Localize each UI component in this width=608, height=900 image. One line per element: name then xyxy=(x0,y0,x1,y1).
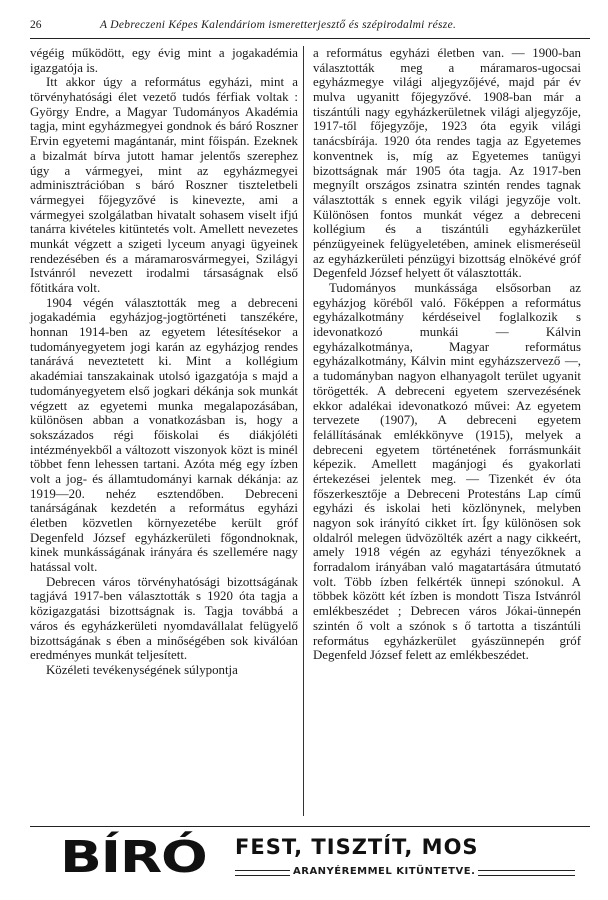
ad-award-band xyxy=(235,865,575,879)
right-column xyxy=(313,46,581,663)
paragraph: 1904 végén választották meg a debreceni jogakadémia egyházjog-jogtörténeti tanszékére, honnan 1914-ben az egyetem létesítésekor a tudományegyetem jogi karán az egyházjog rendes tanárává neveztetett ki. Mint a kollégium akadémiai tanszakainak utolsó igazgatója s majd a tudományegyetem első jogkari dékánja sok munkát végzett az egyetemi munka megalapozásában, különösen abban a vonatkozásban is, hogy a sokszázados régi főiskolai és diákjóléti intézményekből a változott viszonyok közt is minél többet fenn lehessen tartani. Azóta még egy ízben volt a jog- és államtudományi karnak dékánja: az 1919—20. nehéz esztendőben. Debreceni tanárságának kezdetén a református egyházi életben közvetlen környezetébe került gróf Degenfeld József egyházkerületi főgondnoknak, kinek munkásságának irányára és szellemére nagy hatással volt. xyxy=(30,295,298,575)
ad-brand: BÍRÓ xyxy=(60,832,207,883)
paragraph: Tudományos munkássága elsősorban az egyházjog köréből való. Főképpen a református egyházalkotmány kérdéseivel foglalkozik s idevonatkozó munkái — Kálvin egyházalkotmánya, Magyar református egyházalkotmány, Kálvin mint egyházszervező —, a tudományban nagyon elhanyagolt terület ugyanit törögették. A debreceni egyetem szervezésének ekkor adalékai idevonatkozó művei: Az egyetem tervezete (1907), A debreceni egyetem felállításának emlékkönyve (1915), melyek a debreceni egyetem történetének forrásmunkáit képezik. Amellett magánjogi és gyakorlati értekezései jelentek meg. — Tizenkét év óta főszerkesztője a Debreceni Protestáns Lap című egyházi és iskolai heti közlönynek, melyben nagyon sok irányító cikket írt. Így különösen sok oldalról melegen üdvözölték azért a nagy cikkeért, amely 1918 végén az egyházi tényezőknek a forradalom irányában való magatartására útmutató volt. Több ízben felkérték ünnepi szónokul. A többek között két ízben is mondott Tisza Istvánról emlékbeszédet ; Debrecen város Jókai-ünnepén szintén ő volt a szónok s ő tartotta a tiszántúli református egyházkerület gyászünnepén gróf Degenfeld József felett az emlékbeszédet. xyxy=(313,281,581,663)
header-rule xyxy=(30,38,590,39)
page-header xyxy=(30,14,590,36)
left-column xyxy=(30,46,298,678)
paragraph: Itt akkor úgy a református egyházi, mint a törvényhatósági élet vezető tudós férfiak voltak : György Endre, a Magyar Tudományos Akadémia tagja, mint egyházmegyei gondnok és báró Roszner Ervin egyetemi magántanár, mint főispán. Ezeknek a bizalmát bírva jutott hamar jelentős szerephez úgy a vármegyei, mint az egyházmegyei adminisztrációban s báró Roszner tiszteletbeli vármegyei főjegyzővé is kinevezte, ami a vármegyei szolgálatban hivatalt sohasem viselt ifjú tanárra kivételes kitüntetés volt. Amellett nevezetes munkát végzett a szigeti lyceum anyagi ügyeinek rendezésében és a máramarosvármegyei, Szilágyi Istvánról nevezett irodalmi társaságnak első főtitkára volt. xyxy=(30,75,298,295)
ad-slogan: FEST, TISZTÍT, MOS xyxy=(235,835,479,859)
paragraph: a református egyházi életben van. — 1900-ban választották meg a máramaros-ugocsai egyházmegye világi aljegyzőjévé, majd pár év mulva ugyanitt főjegyzővé. 1908-ban már a tiszántúli nagy egyházkerületnek világi aljegyzője, 1917-től főjegyzője, 1923 óta egyik világi tanácsbírája. 1920 óta rendes tagja az Egyetemes konventnek is, míg az Egyetemes tanügyi bizottságnak már 1905 óta tagja. Az 1917-ben megnyílt országos zsinatra szintén rendes tagnak választották s ennek egyik világi jegyzője volt. Különösen fontos munkát végez a debreceni kollégium és a tiszántúli egyházkerület pénzügyeinek felügyeletében, aminek elismeréseül az egyházkerületi pénzügyi bizottság elnökévé gróf Degenfeld József helyett őt választották. xyxy=(313,46,581,281)
paragraph: Debrecen város törvényhatósági bizottságának tagjává 1917-ben választották s 1920 óta tagja a közigazgatási bizottságnak is. Tagja továbbá a város és egyházkerületi nyomdavállalat felügyelő bizottságának s ében a minőségében sok kiválóan eredményes munkát teljesített. xyxy=(30,574,298,663)
page-number: 26 xyxy=(30,19,42,31)
paragraph: Közéleti tevékenységének súlypontja xyxy=(46,662,238,677)
advertisement xyxy=(60,832,575,888)
ad-award: ARANYÉREMMEL KITÜNTETVE. xyxy=(290,865,478,879)
paragraph: végéig működött, egy évig mint a jogakadémia igazgatója is. xyxy=(30,46,298,75)
advertisement-rule xyxy=(30,826,590,827)
running-head: A Debreczeni Képes Kalendáriom ismeretterjesztő és szépirodalmi része. xyxy=(100,19,457,31)
column-divider xyxy=(303,46,304,816)
